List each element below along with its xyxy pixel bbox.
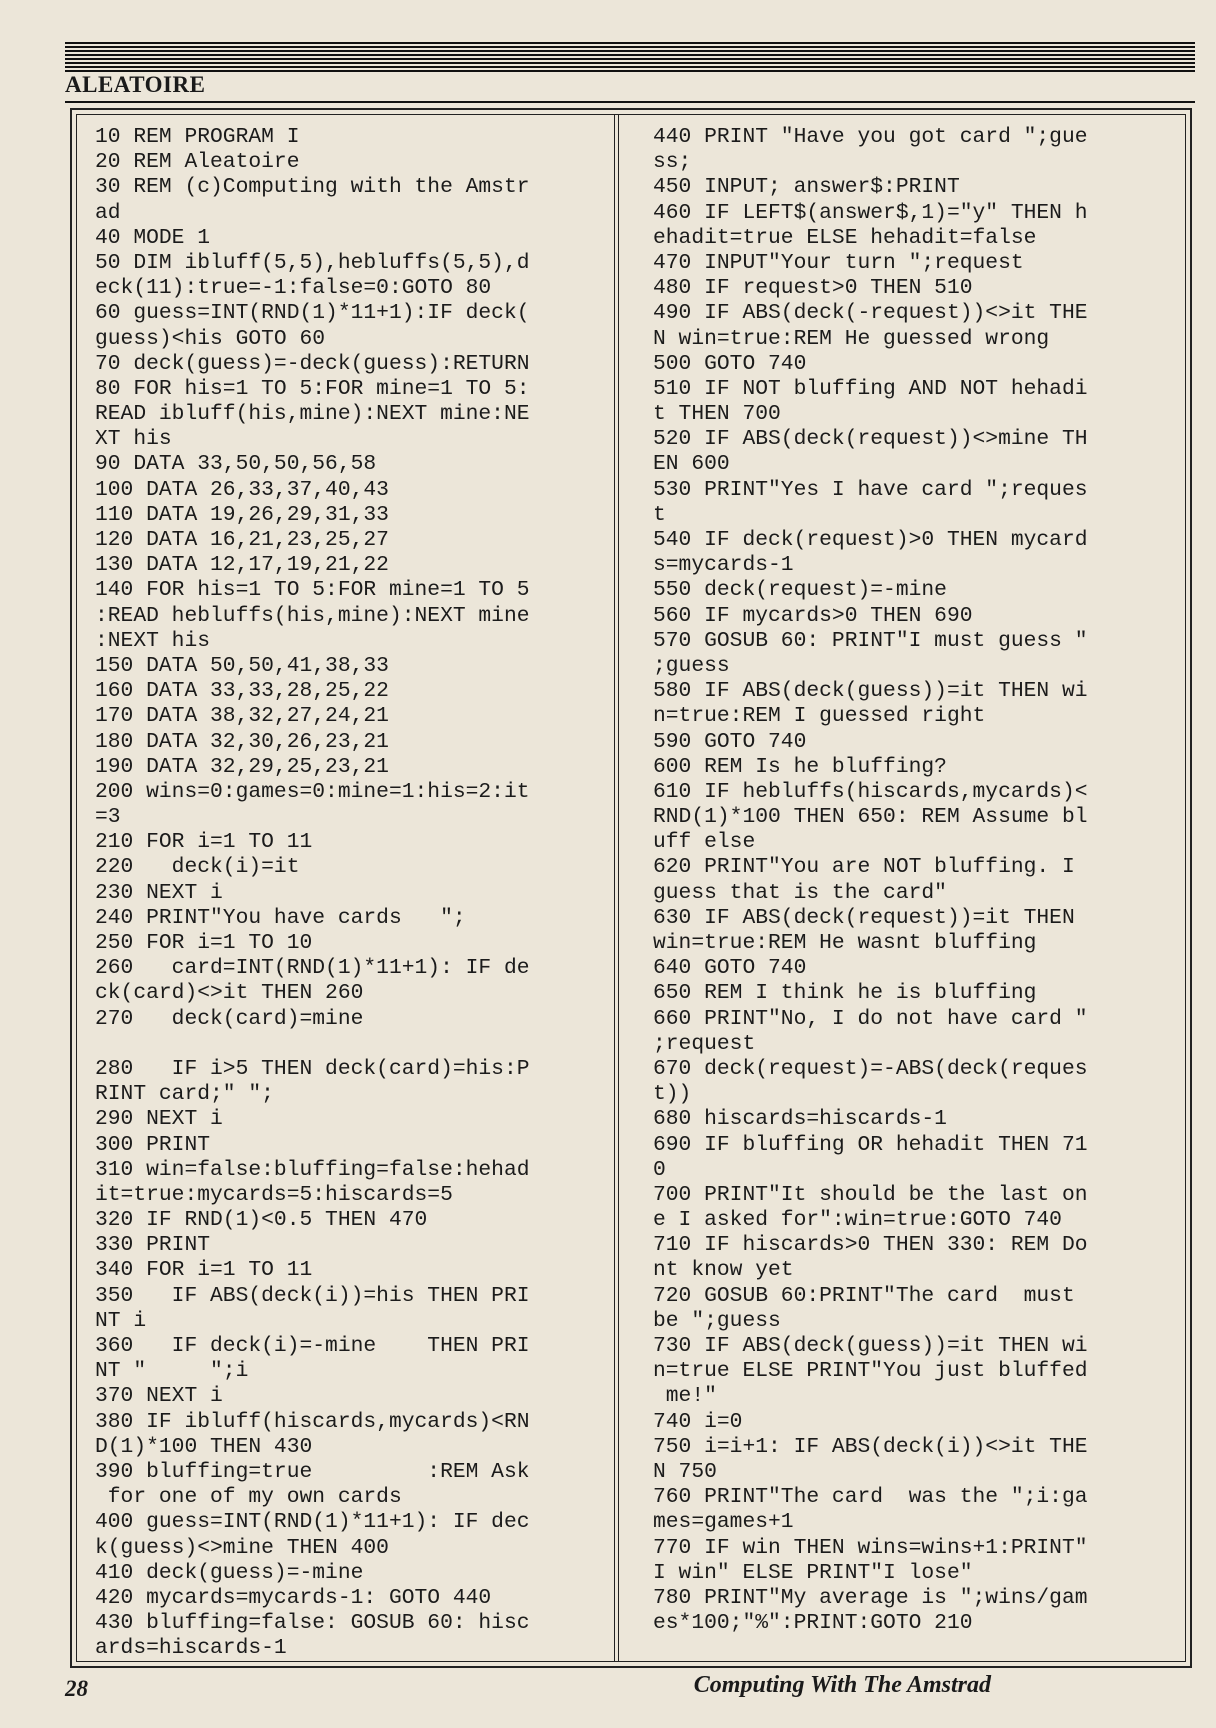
code-line: 250 FOR i=1 TO 10 bbox=[95, 931, 313, 955]
code-line: 410 deck(guess)=-mine bbox=[95, 1560, 364, 1585]
code-line: ck(card)<>it THEN 260 bbox=[95, 981, 364, 1006]
code-line: 600 REM Is he bluffing? bbox=[653, 754, 947, 779]
code-line: 650 REM I think he is bluffing bbox=[653, 981, 1037, 1006]
code-line: 580 IF ABS(deck(guess))=it THEN wi bbox=[653, 679, 1088, 704]
code-line: 100 DATA 26,33,37,40,43 bbox=[95, 477, 389, 502]
code-line: mes=games+1 bbox=[653, 1510, 794, 1535]
code-line: 690 IF bluffing OR hehadit THEN 71 bbox=[653, 1132, 1088, 1157]
listing-left-column bbox=[95, 125, 530, 1661]
section-title: ALEATOIRE bbox=[65, 72, 206, 97]
code-line: 700 PRINT"It should be the last on bbox=[653, 1182, 1088, 1207]
code-line: READ ibluff(his,mine):NEXT mine:NE bbox=[95, 402, 530, 427]
code-line: 510 IF NOT bluffing AND NOT hehadi bbox=[653, 376, 1088, 401]
code-line: t THEN 700 bbox=[653, 402, 781, 427]
code-line: 60 guess=INT(RND(1)*11+1):IF deck( bbox=[95, 301, 530, 326]
code-line: 20 REM Aleatoire bbox=[95, 150, 300, 175]
code-line: EN 600 bbox=[653, 452, 730, 477]
code-line: 500 GOTO 740 bbox=[653, 351, 807, 376]
code-line: RND(1)*100 THEN 650: REM Assume bl bbox=[653, 805, 1088, 830]
code-line: 110 DATA 19,26,29,31,33 bbox=[95, 502, 389, 527]
column-divider bbox=[614, 114, 615, 1662]
code-line: 750 i=i+1: IF ABS(deck(i))<>it THE bbox=[653, 1434, 1088, 1459]
code-line: 520 IF ABS(deck(request))<>mine TH bbox=[653, 427, 1088, 452]
code-line: 0 bbox=[653, 1157, 666, 1182]
code-line: 180 DATA 32,30,26,23,21 bbox=[95, 729, 389, 754]
code-line: nt know yet bbox=[653, 1258, 794, 1283]
code-line: 160 DATA 33,33,28,25,22 bbox=[95, 679, 389, 704]
code-line: 370 NEXT i bbox=[95, 1384, 223, 1409]
listing-right-column bbox=[653, 125, 1088, 1636]
code-line: 320 IF RND(1)<0.5 THEN 470 bbox=[95, 1208, 428, 1233]
code-line: 130 DATA 12,17,19,21,22 bbox=[95, 553, 389, 578]
code-line: 300 PRINT bbox=[95, 1132, 211, 1157]
code-line: 710 IF hiscards>0 THEN 330: REM Do bbox=[653, 1233, 1088, 1258]
code-line: 280 IF i>5 THEN deck(card)=his:P bbox=[95, 1056, 530, 1081]
code-line: 70 deck(guess)=-deck(guess):RETURN bbox=[95, 351, 530, 376]
title-rule bbox=[65, 101, 1195, 103]
code-line: win=true:REM He wasnt bluffing bbox=[653, 931, 1037, 955]
code-line: 170 DATA 38,32,27,24,21 bbox=[95, 704, 389, 729]
code-line: 80 FOR his=1 TO 5:FOR mine=1 TO 5: bbox=[95, 376, 530, 401]
code-line: ss; bbox=[653, 150, 692, 175]
code-line: 310 win=false:bluffing=false:hehad bbox=[95, 1157, 530, 1182]
publication-title: Computing With The Amstrad bbox=[693, 1672, 991, 1698]
code-line: :READ hebluffs(his,mine):NEXT mine bbox=[95, 603, 530, 628]
code-line: be ";guess bbox=[653, 1308, 781, 1333]
code-line: ehadit=true ELSE hehadit=false bbox=[653, 225, 1037, 250]
code-line: ards=hiscards-1 bbox=[95, 1636, 287, 1661]
code-line: k(guess)<>mine THEN 400 bbox=[95, 1535, 389, 1560]
code-line: es*100;"%":PRINT:GOTO 210 bbox=[653, 1611, 973, 1636]
code-line: 120 DATA 16,21,23,25,27 bbox=[95, 528, 389, 552]
code-line: 480 IF request>0 THEN 510 bbox=[653, 276, 973, 301]
code-line: 620 PRINT"You are NOT bluffing. I bbox=[653, 855, 1075, 880]
code-line: eck(11):true=-1:false=0:GOTO 80 bbox=[95, 276, 492, 301]
code-line: 610 IF hebluffs(hiscards,mycards)< bbox=[653, 779, 1088, 804]
code-line: 540 IF deck(request)>0 THEN mycard bbox=[653, 528, 1088, 552]
code-line: 470 INPUT"Your turn ";request bbox=[653, 250, 1024, 275]
code-line: 220 deck(i)=it bbox=[95, 855, 300, 880]
code-line: 590 GOTO 740 bbox=[653, 729, 807, 754]
code-line: 680 hiscards=hiscards-1 bbox=[653, 1107, 947, 1132]
code-line: 360 IF deck(i)=-mine THEN PRI bbox=[95, 1334, 530, 1358]
code-line: 330 PRINT bbox=[95, 1233, 211, 1258]
code-line: it=true:mycards=5:hiscards=5 bbox=[95, 1182, 453, 1207]
code-line: 400 guess=INT(RND(1)*11+1): IF dec bbox=[95, 1510, 530, 1535]
code-line: 430 bluffing=false: GOSUB 60: hisc bbox=[95, 1611, 530, 1636]
column-divider bbox=[618, 114, 619, 1662]
code-line: n=true:REM I guessed right bbox=[653, 704, 986, 729]
code-line: 230 NEXT i bbox=[95, 880, 223, 905]
code-line: for one of my own cards bbox=[95, 1485, 402, 1510]
code-line: 40 MODE 1 bbox=[95, 225, 211, 250]
code-line: 10 REM PROGRAM I bbox=[95, 125, 300, 149]
code-line: 380 IF ibluff(hiscards,mycards)<RN bbox=[95, 1409, 530, 1434]
code-line: 440 PRINT "Have you got card ";gue bbox=[653, 125, 1088, 149]
header-rule-bar bbox=[65, 42, 1195, 72]
code-line: 420 mycards=mycards-1: GOTO 440 bbox=[95, 1585, 492, 1610]
code-line: uff else bbox=[653, 830, 756, 855]
code-line: =3 bbox=[95, 805, 121, 830]
code-line: n=true ELSE PRINT"You just bluffed bbox=[653, 1359, 1088, 1384]
code-line: 150 DATA 50,50,41,38,33 bbox=[95, 653, 389, 678]
code-line: 260 card=INT(RND(1)*11+1): IF de bbox=[95, 956, 530, 981]
code-line: 210 FOR i=1 TO 11 bbox=[95, 830, 313, 855]
code-line: 550 deck(request)=-mine bbox=[653, 578, 947, 603]
code-line: 140 FOR his=1 TO 5:FOR mine=1 TO 5 bbox=[95, 578, 530, 603]
code-line: 340 FOR i=1 TO 11 bbox=[95, 1258, 313, 1283]
code-line: 640 GOTO 740 bbox=[653, 956, 807, 981]
code-line: 760 PRINT"The card was the ";i:ga bbox=[653, 1485, 1088, 1510]
code-line bbox=[95, 1032, 530, 1057]
code-line: 720 GOSUB 60:PRINT"The card must bbox=[653, 1283, 1075, 1308]
code-line: 90 DATA 33,50,50,56,58 bbox=[95, 452, 377, 477]
code-line: 560 IF mycards>0 THEN 690 bbox=[653, 603, 973, 628]
code-line: 530 PRINT"Yes I have card ";reques bbox=[653, 477, 1088, 502]
code-line: NT " ";i bbox=[95, 1359, 249, 1384]
code-line: ;guess bbox=[653, 653, 730, 678]
code-line: me!" bbox=[653, 1384, 717, 1409]
code-line: 780 PRINT"My average is ";wins/gam bbox=[653, 1585, 1088, 1610]
code-line: 270 deck(card)=mine bbox=[95, 1006, 364, 1031]
code-line: 460 IF LEFT$(answer$,1)="y" THEN h bbox=[653, 200, 1088, 225]
code-line: 290 NEXT i bbox=[95, 1107, 223, 1132]
code-line: guess)<his GOTO 60 bbox=[95, 326, 326, 351]
page-number: 28 bbox=[65, 1676, 88, 1701]
code-line: ;request bbox=[653, 1031, 756, 1056]
code-line: 240 PRINT"You have cards "; bbox=[95, 905, 466, 930]
code-line: 630 IF ABS(deck(request))=it THEN bbox=[653, 905, 1075, 930]
code-line: NT i bbox=[95, 1308, 147, 1333]
code-line: ad bbox=[95, 200, 121, 225]
code-line: 670 deck(request)=-ABS(deck(reques bbox=[653, 1056, 1088, 1081]
code-line: I win" ELSE PRINT"I lose" bbox=[653, 1560, 973, 1585]
code-line: 350 IF ABS(deck(i))=his THEN PRI bbox=[95, 1283, 530, 1308]
code-line: 660 PRINT"No, I do not have card " bbox=[653, 1006, 1088, 1031]
code-line: 490 IF ABS(deck(-request))<>it THE bbox=[653, 301, 1088, 326]
code-line: 200 wins=0:games=0:mine=1:his=2:it bbox=[95, 779, 530, 804]
code-line: 770 IF win THEN wins=wins+1:PRINT" bbox=[653, 1535, 1088, 1560]
code-line: 570 GOSUB 60: PRINT"I must guess " bbox=[653, 628, 1088, 653]
code-line: RINT card;" "; bbox=[95, 1082, 274, 1107]
code-line: 740 i=0 bbox=[653, 1409, 743, 1434]
code-line: guess that is the card" bbox=[653, 880, 947, 905]
code-line: N win=true:REM He guessed wrong bbox=[653, 326, 1050, 351]
code-line: 190 DATA 32,29,25,23,21 bbox=[95, 754, 389, 779]
code-line: 450 INPUT; answer$:PRINT bbox=[653, 175, 960, 200]
code-line: t bbox=[653, 502, 666, 527]
code-line: e I asked for":win=true:GOTO 740 bbox=[653, 1208, 1062, 1233]
code-line: 730 IF ABS(deck(guess))=it THEN wi bbox=[653, 1334, 1088, 1358]
code-line: D(1)*100 THEN 430 bbox=[95, 1434, 313, 1459]
code-line: :NEXT his bbox=[95, 628, 211, 653]
code-line: XT his bbox=[95, 427, 172, 452]
code-line: s=mycards-1 bbox=[653, 553, 794, 578]
code-line: 30 REM (c)Computing with the Amstr bbox=[95, 175, 530, 200]
code-line: 50 DIM ibluff(5,5),hebluffs(5,5),d bbox=[95, 250, 530, 275]
code-line: 390 bluffing=true :REM Ask bbox=[95, 1459, 530, 1484]
code-line: t)) bbox=[653, 1082, 692, 1107]
code-line: N 750 bbox=[653, 1459, 717, 1484]
